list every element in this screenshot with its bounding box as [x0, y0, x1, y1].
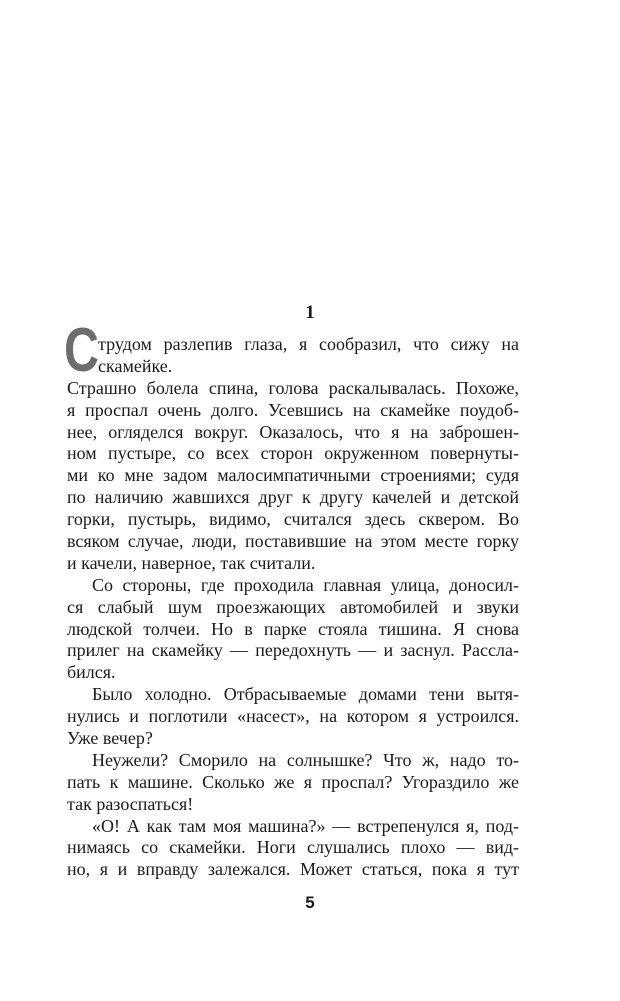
text-line: но, я и вправду залежался. Может статься, пока я тут	[67, 859, 519, 880]
text-line: ном пустыре, со всех сторон окруженном повернуты-	[67, 443, 519, 464]
text-line: по наличию жавшихся друг к другу качелей и детской	[67, 487, 519, 508]
text-line: нулись и поглотили «насест», на котором я устроился.	[67, 706, 519, 727]
text-line: горки, пустырь, видимо, считался здесь сквером. Во	[67, 509, 519, 530]
text-line: ся слабый шум проезжающих автомобилей и звуки	[67, 596, 519, 617]
text-line: Уже вечер?	[67, 728, 153, 749]
text-line: Неужели? Сморило на солнышке? Что ж, надо то-	[92, 749, 519, 770]
text-line: прилег на скамейку — передохнуть — и заснул. Рассла-	[67, 640, 519, 661]
text-line: так разоспаться!	[67, 793, 194, 814]
text-line: всяком случае, люди, поставившие на этом месте горку	[67, 531, 519, 552]
chapter-number: 1	[305, 302, 315, 323]
text-line: Было холодно. Отбрасываемые домами тени вытя-	[92, 684, 519, 705]
text-line: пать к машине. Сколько же я проспал? Угораздило же	[67, 771, 519, 792]
drop-cap: С	[64, 316, 98, 385]
text-line: Со стороны, где проходила главная улица, доносил-	[92, 574, 519, 595]
body-text	[67, 334, 519, 881]
text-line: людской толчеи. Но в парке стояла тишина. Я снова	[67, 618, 519, 639]
text-line: я проспал очень долго. Усевшись на скамейке поудоб-	[67, 399, 519, 420]
text-line: Страшно болела спина, голова раскалывалась. Похоже,	[67, 377, 519, 398]
text-line: «О! А как там моя машина?» — встрепенулся я, под-	[92, 815, 519, 836]
text-line: трудом разлепив глаза, я сообразил, что сижу на	[98, 334, 519, 354]
text-line: нимаясь со скамейки. Ноги слушались плохо — вид-	[67, 837, 519, 858]
text-line: ми ко мне задом малосимпатичными строениями; судя	[67, 465, 519, 486]
text-line: бился.	[67, 662, 116, 683]
text-line: скамейке.	[98, 355, 173, 376]
text-line: и качели, наверное, так считали.	[67, 552, 316, 573]
page-number: 5	[305, 893, 315, 912]
text-line: нее, огляделся вокруг. Оказалось, что я на заброшен-	[67, 421, 519, 442]
